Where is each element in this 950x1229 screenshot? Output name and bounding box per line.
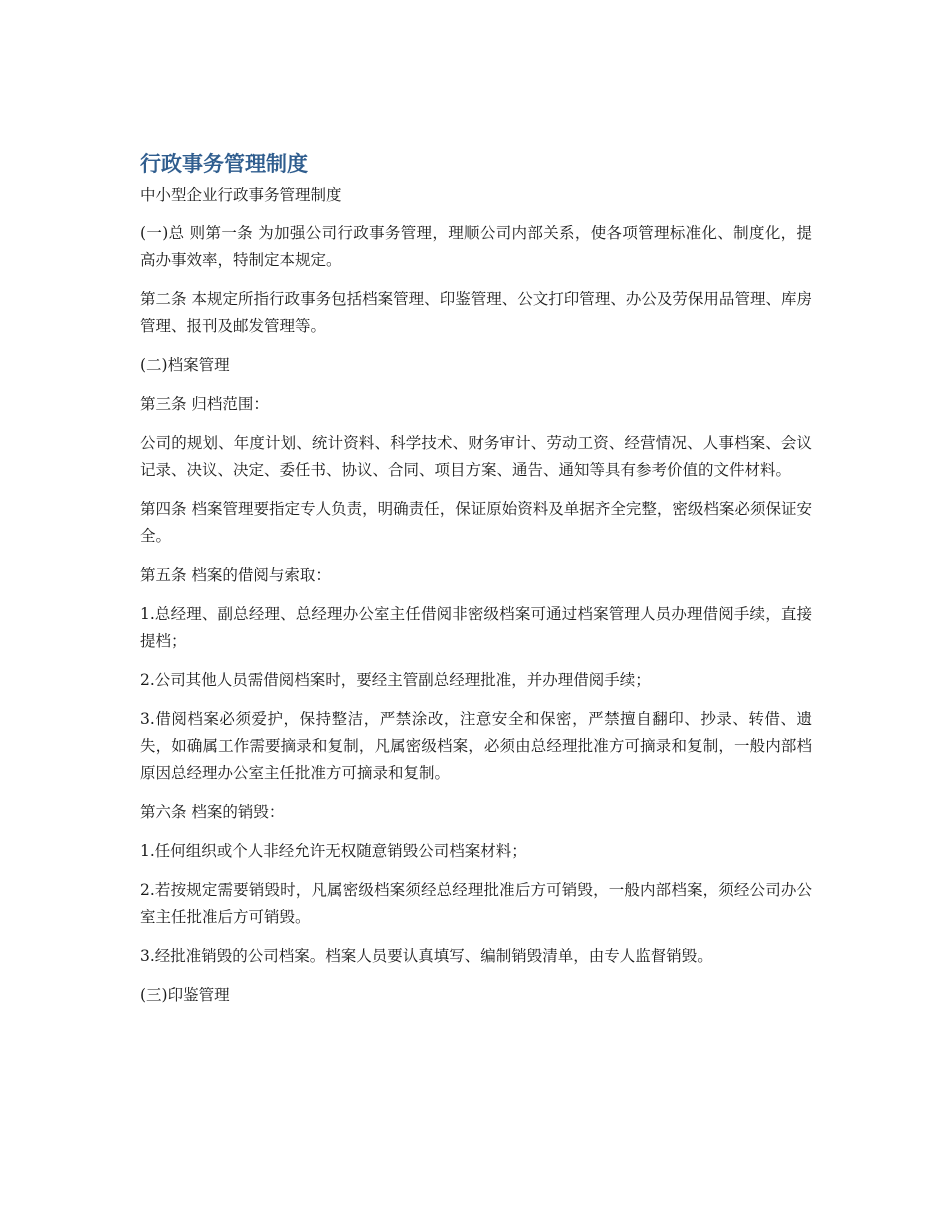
document-title: 行政事务管理制度: [140, 152, 308, 176]
list-item-borrow-3: 3.借阅档案必须爱护，保持整洁，严禁涂改，注意安全和保密，严禁擅自翻印、抄录、转借、遗失，如确属工作需要摘录和复制，凡属密级档案，必须由总经理批准方可摘录和复制，一般内部档原因总经理办公室主任批准方可摘录和复制。: [140, 710, 812, 782]
paragraph-article-4: 第四条 档案管理要指定专人负责，明确责任，保证原始资料及单据齐全完整，密级档案必须保证安全。: [140, 500, 812, 545]
list-item-destroy-2: 2.若按规定需要销毁时，凡属密级档案须经总经理批准后方可销毁，一般内部档案，须经公司办公室主任批准后方可销毁。: [140, 881, 812, 926]
paragraph-article-3: 第三条 归档范围：: [140, 395, 269, 413]
document-body: [140, 148, 812, 1009]
paragraph-article-6: 第六条 档案的销毁：: [140, 803, 285, 821]
section-heading-seals: (三)印鉴管理: [140, 986, 230, 1004]
paragraph-archive-scope: 公司的规划、年度计划、统计资料、科学技术、财务审计、劳动工资、经营情况、人事档案、会议记录、决议、决定、委任书、协议、合同、项目方案、通告、通知等具有参考价值的文件材料。: [140, 434, 812, 479]
list-item-destroy-3: 3.经批准销毁的公司档案。档案人员要认真填写、编制销毁清单，由专人监督销毁。: [140, 947, 713, 965]
paragraph-general-article-1: (一)总 则第一条 为加强公司行政事务管理，理顺公司内部关系，使各项管理标准化、制度化，提高办事效率，特制定本规定。: [140, 224, 812, 269]
list-item-borrow-1: 1.总经理、副总经理、总经理办公室主任借阅非密级档案可通过档案管理人员办理借阅手续，直接提档；: [140, 605, 812, 650]
list-item-destroy-1: 1.任何组织或个人非经允许无权随意销毁公司档案材料；: [140, 842, 527, 860]
list-item-borrow-2: 2.公司其他人员需借阅档案时，要经主管副总经理批准，并办理借阅手续；: [140, 671, 651, 689]
paragraph-article-2: 第二条 本规定所指行政事务包括档案管理、印鉴管理、公文打印管理、办公及劳保用品管理、库房管理、报刊及邮发管理等。: [140, 290, 812, 335]
document-subtitle: 中小型企业行政事务管理制度: [140, 186, 342, 204]
paragraph-article-5: 第五条 档案的借阅与索取：: [140, 566, 331, 584]
section-heading-archives: (二)档案管理: [140, 356, 230, 374]
